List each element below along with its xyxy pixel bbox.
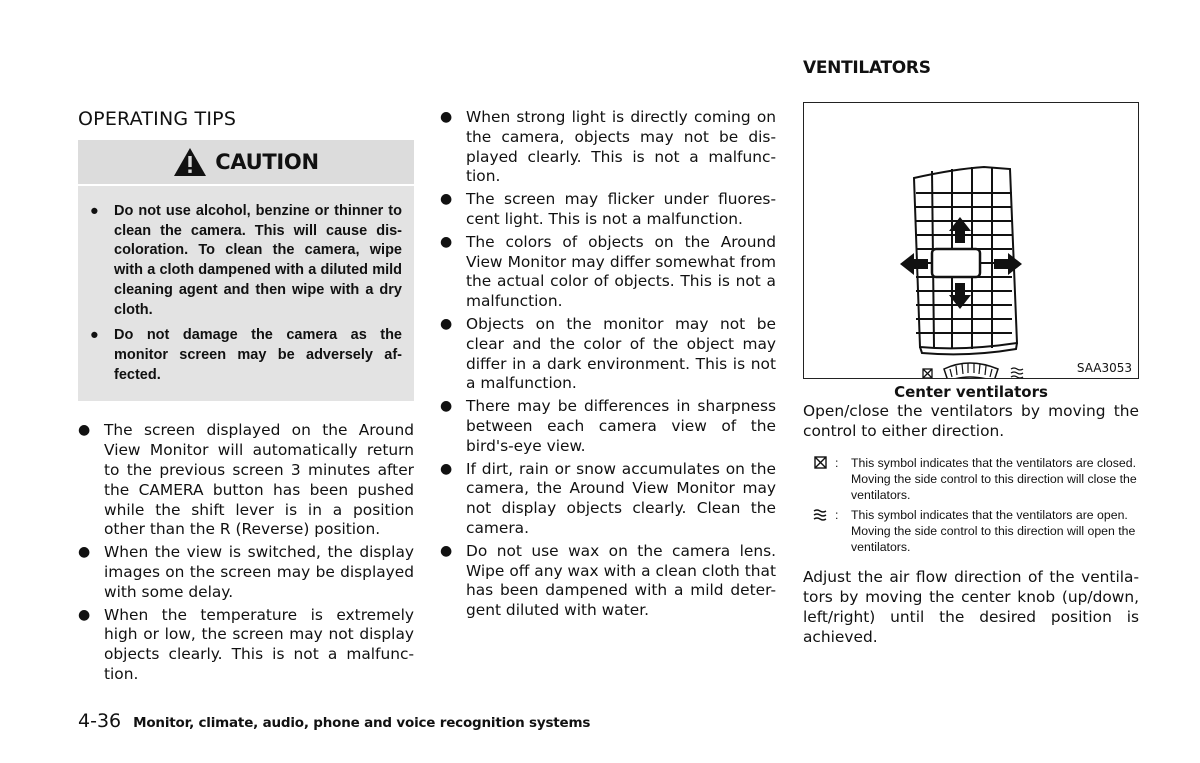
bullet-dot: ● [440, 460, 453, 477]
bullet-dot: ● [78, 422, 91, 439]
caution-item [88, 326, 402, 385]
bullet-dot: ● [440, 315, 453, 332]
list-item-text: The screen displayed on the Around View Monitor will automatically return to the previous screen 3 minutes after the CAMERA button has been pushed while the shift lever is in a position other than the R (Reverse) position. [104, 421, 414, 539]
chapter-title: Monitor, climate, audio, phone and voice recognition systems [133, 715, 591, 731]
list-item [78, 606, 414, 685]
page-footer [78, 710, 590, 732]
list-item [440, 315, 776, 394]
ventilator-figure [803, 102, 1139, 379]
symbol-colon: : [835, 456, 839, 470]
operating-tips-title: OPERATING TIPS [78, 108, 237, 130]
list-item-text: When strong light is directly coming on the camera, objects may not be dis-played clearly. This is not a malfunc-tion. [466, 108, 776, 186]
figure-caption: Center ventilators [894, 383, 1048, 401]
caution-item [88, 202, 402, 320]
closed-vent-icon [811, 455, 835, 471]
symbol-description: This symbol indicates that the ventilators are open. Moving the side control to this direction will open the ventilators. [851, 508, 1136, 554]
bullet-dot: ● [90, 327, 99, 344]
open-vent-icon [811, 507, 835, 523]
middle-column [440, 108, 776, 624]
list-item-text: Do not use wax on the camera lens. Wipe off any wax with a clean cloth that has been dampened with a mild deter-gent diluted with water. [466, 541, 776, 620]
outro-paragraph: Adjust the air flow direction of the ventila-tors by moving the center knob (up/down, left/right) until the desired position is achieved. [803, 568, 1139, 646]
right-column [803, 58, 1139, 647]
bullet-dot: ● [440, 542, 453, 559]
caution-label: CAUTION [215, 150, 319, 174]
list-item-text: Objects on the monitor may not be clear and the color of the object may differ in a dark environment. This is not a malfunction. [466, 314, 776, 393]
left-column [78, 108, 414, 688]
bullet-dot: ● [90, 203, 99, 219]
list-item-text: The screen may flicker under fluores-cent light. This is not a malfunction. [466, 190, 776, 228]
list-item-text: If dirt, rain or snow accumulates on the camera, the Around View Monitor may not display objects clearly. Clean the camera. [466, 459, 776, 537]
caution-box [78, 140, 414, 401]
ventilators-title: VENTILATORS [803, 58, 931, 78]
list-item [78, 421, 414, 540]
bullet-dot: ● [440, 109, 453, 125]
bullet-dot: ● [78, 544, 91, 561]
list-item [440, 542, 776, 621]
warning-icon [173, 147, 207, 177]
list-item [440, 108, 776, 187]
list-item-text: When the view is switched, the display images on the screen may be displayed with some delay. [104, 543, 414, 601]
symbol-colon: : [835, 508, 839, 522]
bullet-dot: ● [440, 233, 453, 250]
bullet-dot: ● [78, 606, 91, 623]
caution-body [78, 186, 414, 401]
caution-item-text: Do not use alcohol, benzine or thinner to clean the camera. This will cause dis-coloration. To clean the camera, wipe with a cloth dampened with a diluted mild cleaning agent and then wipe with a dry cloth. [114, 203, 402, 318]
list-item [440, 460, 776, 539]
list-item [440, 397, 776, 456]
list-item [440, 190, 776, 230]
page-number: 4-36 [78, 710, 122, 732]
symbol-legend [811, 455, 1139, 555]
list-item-text: There may be differences in sharpness between each camera view of the bird's-eye view. [466, 397, 776, 455]
bullet-dot: ● [440, 191, 453, 208]
bullet-dot: ● [440, 398, 453, 415]
tips-list [78, 421, 414, 684]
tips-list-continued [440, 108, 776, 621]
list-item [78, 543, 414, 602]
symbol-description: This symbol indicates that the ventilators are closed. Moving the side control to this direction will close the ventilators. [851, 456, 1137, 502]
list-item [440, 233, 776, 312]
figure-label: SAA3053 [1076, 361, 1132, 375]
list-item-text: The colors of objects on the Around View Monitor may differ somewhat from the actual color of objects. This is not a malfunction. [466, 232, 776, 311]
caution-item-text: Do not damage the camera as the monitor screen may be adversely af-fected. [114, 327, 402, 383]
intro-paragraph: Open/close the ventilators by moving the control to either direction. [803, 402, 1139, 440]
symbol-row-closed [811, 455, 1139, 503]
caution-header [78, 140, 414, 186]
symbol-row-open [811, 507, 1139, 555]
list-item-text: When the temperature is extremely high or low, the screen may not display objects clearly. This is not a malfunc-tion. [104, 605, 414, 683]
ventilator-illustration [804, 103, 1138, 378]
